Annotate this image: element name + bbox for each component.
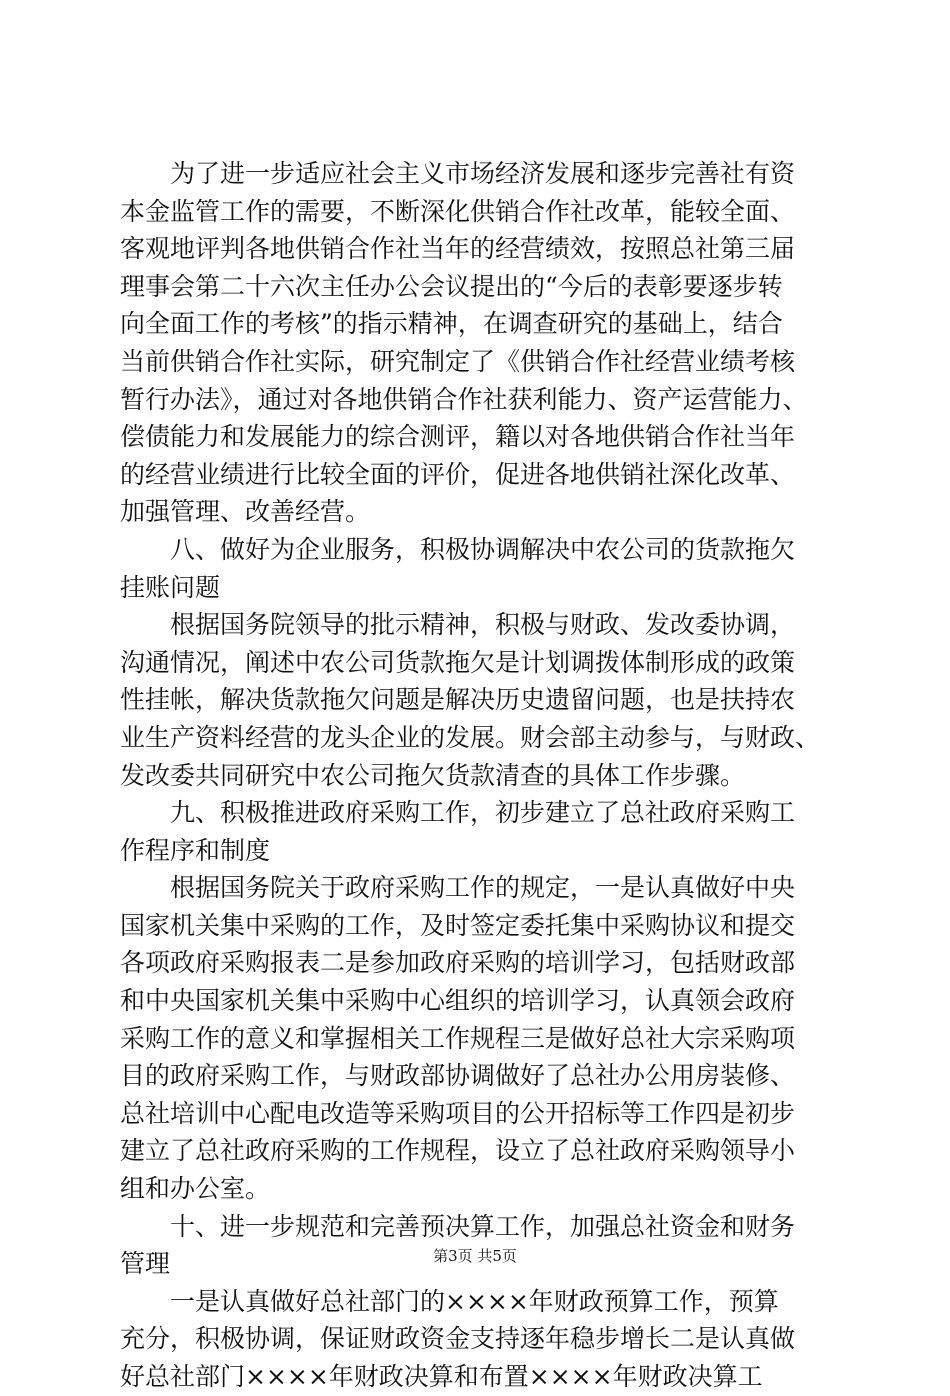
paragraph-line: 和中央国家机关集中采购中心组织的培训学习，认真领会政府 (120, 986, 796, 1016)
paragraph-first-line: 十、进一步规范和完善预决算工作，加强总社资金和财务 (170, 1211, 796, 1241)
paragraph-line: 组和办公室。 (120, 1174, 271, 1204)
paragraph-first-line: 一是认真做好总社部门的××××年财政预算工作，预算 (170, 1286, 779, 1316)
paragraph-line: 客观地评判各地供销合作社当年的经营绩效，按照总社第三届 (120, 234, 796, 264)
document-body (120, 155, 840, 1396)
paragraph-line: 目的政府采购工作，与财政部协调做好了总社办公用房装修、 (120, 1061, 796, 1091)
paragraph-line: 沟通情况，阐述中农公司货款拖欠是计划调拨体制形成的政策 (120, 647, 796, 677)
paragraph-first-line: 九、积极推进政府采购工作，初步建立了总社政府采购工 (170, 798, 796, 828)
paragraph-line: 发改委共同研究中农公司拖欠货款清查的具体工作步骤。 (120, 760, 746, 790)
paragraph-line: 加强管理、改善经营。 (120, 497, 371, 527)
paragraph-line: 本金监管工作的需要，不断深化供销合作社改革，能较全面、 (120, 196, 796, 226)
paragraph-line: 总社培训中心配电改造等采购项目的公开招标等工作四是初步 (120, 1098, 796, 1128)
page-footer: 第3页 共5页 (433, 1247, 517, 1265)
paragraph-line: 采购工作的意义和掌握相关工作规程三是做好总社大宗采购项 (120, 1023, 796, 1053)
paragraph-line: 国家机关集中采购的工作，及时签定委托集中采购协议和提交 (120, 910, 796, 940)
paragraph-line: 作程序和制度 (120, 835, 271, 865)
paragraph-first-line: 八、做好为企业服务，积极协调解决中农公司的货款拖欠 (170, 534, 796, 564)
paragraph-line: 挂账问题 (120, 572, 221, 602)
paragraph-line: 当前供销合作社实际，研究制定了《供销合作社经营业绩考核 (120, 346, 796, 376)
paragraph-line: 的经营业绩进行比较全面的评价，促进各地供销社深化改革、 (120, 459, 796, 489)
paragraph-first-line: 为了进一步适应社会主义市场经济发展和逐步完善社有资 (170, 159, 796, 188)
paragraph-line: 理事会第二十六次主任办公会议提出的“今后的表彰要逐步转 (120, 271, 783, 301)
paragraph-line: 管理 (120, 1249, 171, 1279)
paragraph-line: 业生产资料经营的龙头企业的发展。财会部主动参与，与财政、 (120, 722, 821, 752)
paragraph-line: 偿债能力和发展能力的综合测评，籍以对各地供销合作社当年 (120, 422, 796, 452)
paragraph-line: 各项政府采购报表二是参加政府采购的培训学习，包括财政部 (120, 948, 796, 978)
paragraph-line: 建立了总社政府采购的工作规程，设立了总社政府采购领导小 (120, 1136, 796, 1166)
paragraph-first-line: 根据国务院关于政府采购工作的规定，一是认真做好中央 (170, 873, 796, 903)
paragraph-line: 充分，积极协调，保证财政资金支持逐年稳步增长二是认真做 (120, 1324, 796, 1354)
paragraph-line: 暂行办法》，通过对各地供销合作社获利能力、资产运营能力、 (120, 384, 808, 414)
paragraph-line: 向全面工作的考核”的指示精神，在调查研究的基础上，结合 (120, 309, 783, 339)
paragraph-first-line: 根据国务院领导的批示精神，积极与财政、发改委协调， (170, 610, 796, 640)
paragraph-line: 好总社部门××××年财政决算和布置××××年财政决算工 (120, 1362, 763, 1391)
paragraph-line: 性挂帐，解决货款拖欠问题是解决历史遗留问题，也是扶持农 (120, 685, 796, 715)
